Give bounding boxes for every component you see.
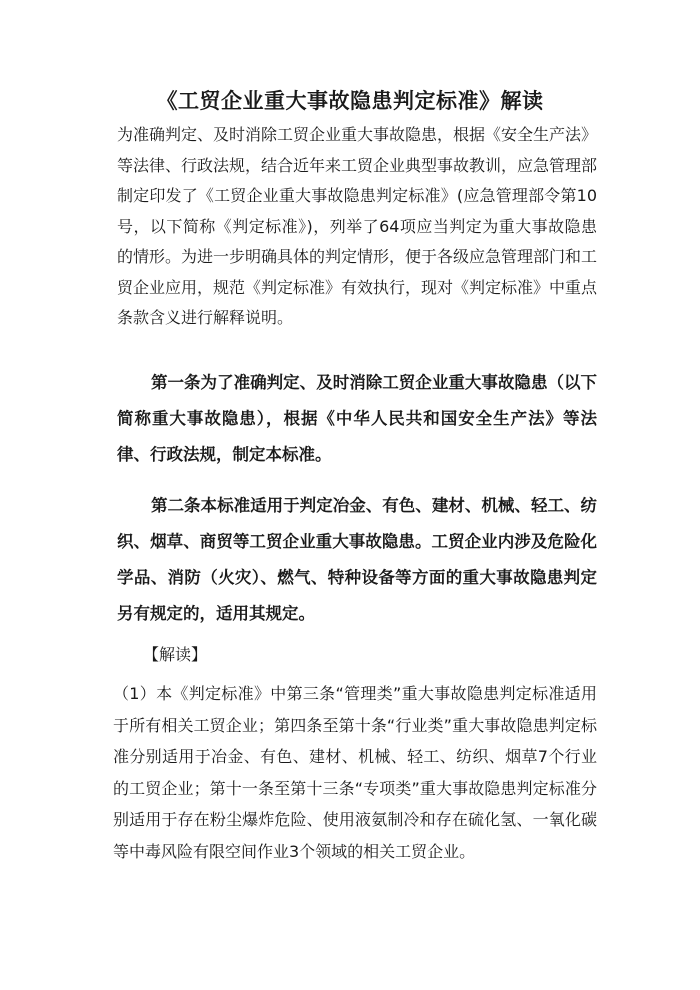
document-title: 《工贸企业重大事故隐患判定标准》解读 xyxy=(156,89,544,113)
interpretation-paragraph-1: （1）本《判定标准》中第三条“管理类”重大事故隐患判定标准适用于所有相关工贸企业；第四条至第十条“行业类”重大事故隐患判定标准分别适用于冶金、有色、建材、机械、轻工、纺织、烟草7个行业的工贸企业；第十一条至第十三条“专项类”重大事故隐患判定标准分别适用于存在粉尘爆炸危险、使用液氨制冷和存在硫化氢、一氧化碳等中毒风险有限空间作业3个领域的相关工贸企业。 xyxy=(113,684,597,861)
article-1-paragraph: 第一条为了准确判定、及时消除工贸企业重大事故隐患（以下简称重大事故隐患），根据《中华人民共和国安全生产法》等法律、行政法规，制定本标准。 xyxy=(117,373,597,464)
interpretation-heading: 【解读】 xyxy=(143,645,208,664)
intro-paragraph: 为准确判定、及时消除工贸企业重大事故隐患，根据《安全生产法》等法律、行政法规，结合近年来工贸企业典型事故教训，应急管理部制定印发了《工贸企业重大事故隐患判定标准》(应急管理部令第10号，以下简称《判定标准》)，列举了64项应当判定为重大事故隐患的情形。为进一步明确具体的判定情形，便于各级应急管理部门和工贸企业应用，规范《判定标准》有效执行，现对《判定标准》中重点条款含义进行解释说明。 xyxy=(117,125,598,327)
article-2-paragraph: 第二条本标准适用于判定冶金、有色、建材、机械、轻工、纺织、烟草、商贸等工贸企业重大事故隐患。工贸企业内涉及危险化学品、消防（火灾）、燃气、特种设备等方面的重大事故隐患判定另有规定的，适用其规定。 xyxy=(117,496,597,623)
